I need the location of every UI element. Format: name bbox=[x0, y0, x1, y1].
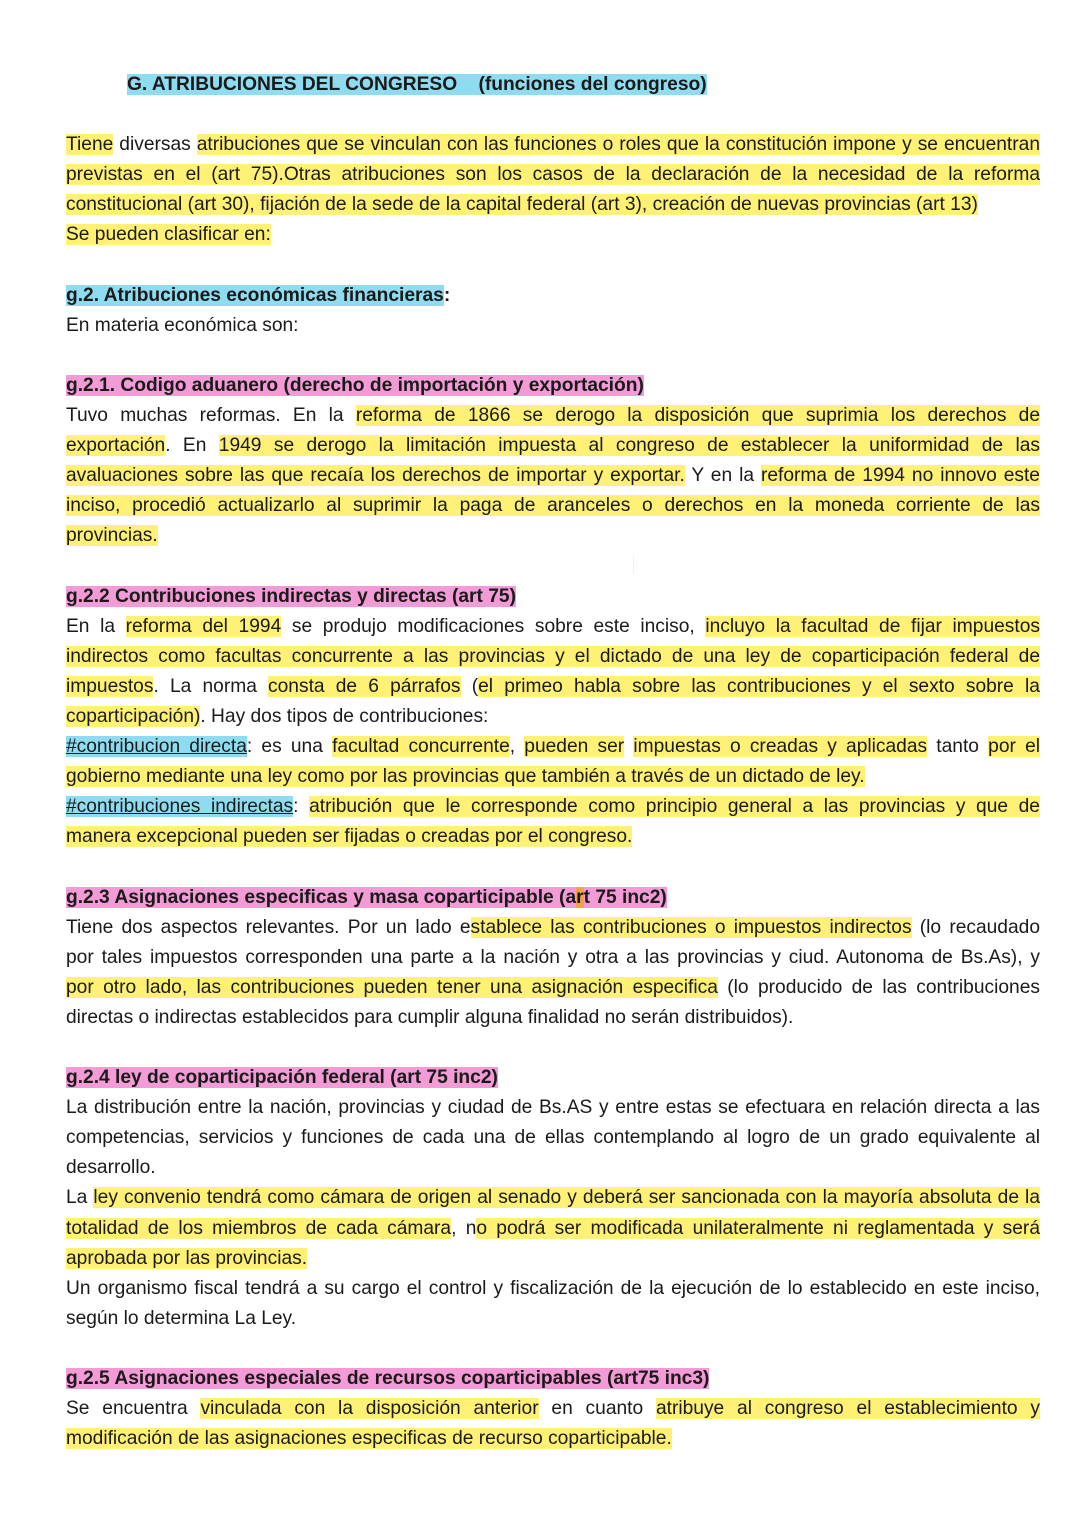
text-segment: totalidad de los miembros de cada cámara bbox=[66, 1217, 452, 1239]
text-segment: por tales impuestos corresponden una parte a la nación y otra a las provincias y ciud. Autonoma de Bs.As), y bbox=[66, 946, 1040, 968]
text-segment: constitucional (art 30), fijación de la sede de la capital federal (art 3), creación de nuevas provincias (art 13) bbox=[66, 194, 978, 216]
subsection-heading bbox=[66, 883, 1040, 913]
intro-line bbox=[66, 130, 1040, 160]
intro-line bbox=[66, 220, 1040, 250]
blank-line bbox=[66, 251, 1040, 281]
section-title bbox=[66, 70, 1040, 100]
text-segment: aprobada por las provincias. bbox=[66, 1247, 308, 1269]
text-segment: reforma del 1994 bbox=[125, 615, 282, 637]
text-segment: g.2.1. Codigo aduanero (derecho de importación y exportación) bbox=[66, 374, 644, 396]
text-segment: : bbox=[443, 284, 451, 306]
text-segment: inciso, procedió actualizarlo al suprimir la paga de aranceles o derechos en la moneda corriente de las bbox=[66, 495, 1040, 517]
text-segment: . Hay dos tipos de contribuciones: bbox=[200, 705, 489, 727]
text-segment: g.2.3 Asignaciones especificas y masa coparticipable (a bbox=[66, 886, 577, 908]
intro-line bbox=[66, 160, 1040, 190]
text-segment: g.2.5 Asignaciones especiales de recursos coparticipables (art75 inc3) bbox=[66, 1368, 710, 1390]
text-segment: r bbox=[576, 886, 584, 908]
blank-line bbox=[66, 552, 1040, 582]
paragraph-line bbox=[66, 431, 1040, 461]
text-segment: La distribución entre la nación, provincias y ciudad de Bs.AS y entre estas se efectuara en relación directa a las bbox=[66, 1097, 1040, 1119]
text-segment: atribución que le corresponde como principio general a las provincias y que de bbox=[309, 796, 1040, 818]
text-segment: indirectos como facultas concurrente a las provincias y el dictado de una ley de coparticipación federal de bbox=[66, 645, 1040, 667]
paragraph-line bbox=[66, 311, 1040, 341]
paragraph-line bbox=[66, 461, 1040, 491]
document-page bbox=[66, 70, 1040, 1454]
hashtag-link[interactable]: #contribucion directa bbox=[66, 736, 247, 758]
paragraph-line bbox=[66, 762, 1040, 792]
text-segment: Y en la bbox=[684, 465, 761, 487]
text-segment: , bbox=[509, 736, 525, 758]
text-segment: directas o indirectas establecidos para cumplir alguna finalidad no serán distribuidos). bbox=[66, 1006, 794, 1028]
text-segment: En la bbox=[66, 615, 126, 637]
text-segment: tanto bbox=[927, 736, 989, 758]
text-segment: Tiene bbox=[66, 134, 114, 156]
text-segment: facultad concurrente bbox=[332, 736, 510, 758]
text-segment: o podrá ser modificada unilateralmente ni reglamentada y será bbox=[476, 1217, 1040, 1239]
text-segment: reforma de 1994 no innovo este bbox=[760, 465, 1040, 487]
text-segment: previstas en el (art 75).Otras atribuciones son los casos de la declaración de la necesidad de la reforma bbox=[66, 164, 1040, 186]
text-segment: Tiene dos aspectos relevantes. Por un lado e bbox=[66, 916, 471, 938]
paragraph-line bbox=[66, 792, 1040, 822]
text-segment: en cuanto bbox=[538, 1398, 656, 1420]
text-segment: (lo recaudado bbox=[911, 916, 1040, 938]
text-segment: exportación bbox=[66, 435, 166, 457]
paragraph-line bbox=[66, 1214, 1040, 1244]
text-segment: g.2. Atribuciones económicas financieras bbox=[66, 284, 444, 306]
text-segment: incluyo la facultad de fijar impuestos bbox=[705, 615, 1040, 637]
text-segment: el primeo habla sobre las contribuciones y el sexto sobre la bbox=[478, 675, 1040, 697]
text-segment: ley convenio tendrá como cámara de origen al senado y deberá ser sancionada con la mayoría absoluta de la bbox=[93, 1187, 1040, 1209]
text-segment: g.2.4 ley de coparticipación federal (art 75 inc2) bbox=[66, 1067, 498, 1089]
text-segment: gobierno mediante una ley como por las provincias que también a través de un dictado de ley. bbox=[66, 766, 865, 788]
blank-line bbox=[66, 1334, 1040, 1364]
intro-line bbox=[66, 190, 1040, 220]
text-segment: manera excepcional pueden ser fijadas o creadas por el congreso. bbox=[66, 826, 633, 848]
text-segment: avaluaciones sobre las que recaía los derechos de importar y exportar. bbox=[66, 465, 685, 487]
text-segment bbox=[624, 736, 633, 757]
text-segment: se produjo modificaciones sobre este inciso, bbox=[281, 615, 706, 637]
paragraph-line bbox=[66, 1304, 1040, 1334]
paragraph-line bbox=[66, 1274, 1040, 1304]
paragraph-line bbox=[66, 913, 1040, 943]
paragraph-line bbox=[66, 491, 1040, 521]
hashtag-link[interactable]: #contribuciones indirectas bbox=[66, 796, 294, 818]
text-segment: modificación de las asignaciones especificas de recurso coparticipable. bbox=[66, 1428, 672, 1450]
text-segment: coparticipación) bbox=[66, 705, 201, 727]
paragraph-line bbox=[66, 1003, 1040, 1033]
text-segment: La bbox=[66, 1187, 94, 1209]
paragraph-line bbox=[66, 1244, 1040, 1274]
text-segment: reforma de 1866 se derogo la disposición que suprimia los derechos de bbox=[355, 405, 1041, 427]
blank-line bbox=[66, 1033, 1040, 1063]
text-segment: ( bbox=[460, 675, 479, 697]
paragraph-line bbox=[66, 672, 1040, 702]
paragraph-line bbox=[66, 973, 1040, 1003]
text-segment: por el bbox=[988, 736, 1041, 758]
text-segment: Un organismo fiscal tendrá a su cargo el control y fiscalización de la ejecución de lo establecido en este inciso, bbox=[66, 1277, 1040, 1299]
paragraph-line bbox=[66, 1153, 1040, 1183]
paragraph-line bbox=[66, 1394, 1040, 1424]
paragraph-line bbox=[66, 732, 1040, 762]
subsection-heading bbox=[66, 281, 1040, 311]
blank-line bbox=[66, 100, 1040, 130]
blank-line bbox=[66, 341, 1040, 371]
paragraph-line bbox=[66, 521, 1040, 551]
paragraph-line bbox=[66, 1424, 1040, 1454]
text-segment: . En bbox=[165, 435, 219, 457]
text-segment: por otro lado, las contribuciones pueden tener una asignación especifica bbox=[66, 976, 718, 998]
text-segment: stablece las contribuciones o impuestos indirectos bbox=[470, 916, 912, 938]
text-segment: desarrollo. bbox=[66, 1157, 156, 1179]
text-segment: atribuciones que se vinculan con las funciones o roles que la constitución impone y se encuentran bbox=[196, 134, 1040, 156]
paragraph-line bbox=[66, 822, 1040, 852]
text-segment: pueden ser bbox=[524, 736, 625, 758]
text-segment: impuestas o creadas y aplicadas bbox=[633, 736, 928, 758]
text-segment: competencias, servicios y funciones de cada una de ellas contemplando al logro de un grado equivalente al bbox=[66, 1127, 1040, 1149]
text-segment: , n bbox=[451, 1217, 477, 1239]
text-segment: Se encuentra bbox=[66, 1398, 201, 1420]
text-segment: 1949 se derogo la limitación impuesta al congreso de establecer la uniformidad de las bbox=[218, 435, 1041, 457]
paragraph-line bbox=[66, 1093, 1040, 1123]
paragraph-line bbox=[66, 702, 1040, 732]
text-segment: diversas bbox=[113, 134, 197, 156]
paragraph-line bbox=[66, 1123, 1040, 1153]
text-segment: Se pueden clasificar en: bbox=[66, 224, 271, 246]
paragraph-line bbox=[66, 612, 1040, 642]
text-segment: En materia económica son: bbox=[66, 314, 299, 336]
title-sub: (funciones del congreso) bbox=[478, 74, 707, 95]
subsection-heading bbox=[66, 371, 1040, 401]
paragraph-line bbox=[66, 943, 1040, 973]
subsection-heading bbox=[66, 1364, 1040, 1394]
text-segment: Tuvo muchas reformas. En la bbox=[66, 405, 356, 427]
text-segment: atribuye al congreso el establecimiento y bbox=[655, 1398, 1040, 1420]
text-segment: según lo determina La Ley. bbox=[66, 1307, 297, 1329]
text-segment: (lo producido de las contribuciones bbox=[717, 976, 1040, 998]
paragraph-line bbox=[66, 401, 1040, 431]
text-segment: vinculada con la disposición anterior bbox=[200, 1398, 539, 1420]
text-segment: consta de 6 párrafos bbox=[268, 675, 461, 697]
text-segment: g.2.2 Contribuciones indirectas y directas (art 75) bbox=[66, 585, 516, 607]
text-segment: t 75 inc2) bbox=[583, 886, 667, 908]
subsection-heading bbox=[66, 1063, 1040, 1093]
text-segment: : es una bbox=[246, 736, 333, 758]
text-segment: impuestos bbox=[66, 675, 154, 697]
text-segment: : bbox=[293, 796, 310, 818]
paragraph-line bbox=[66, 1183, 1040, 1213]
text-segment: provincias. bbox=[66, 525, 158, 547]
blank-line bbox=[66, 852, 1040, 882]
subsection-heading bbox=[66, 582, 1040, 612]
text-segment: . La norma bbox=[153, 675, 269, 697]
paragraph-line bbox=[66, 642, 1040, 672]
title-main: G. ATRIBUCIONES DEL CONGRESO bbox=[127, 74, 458, 95]
